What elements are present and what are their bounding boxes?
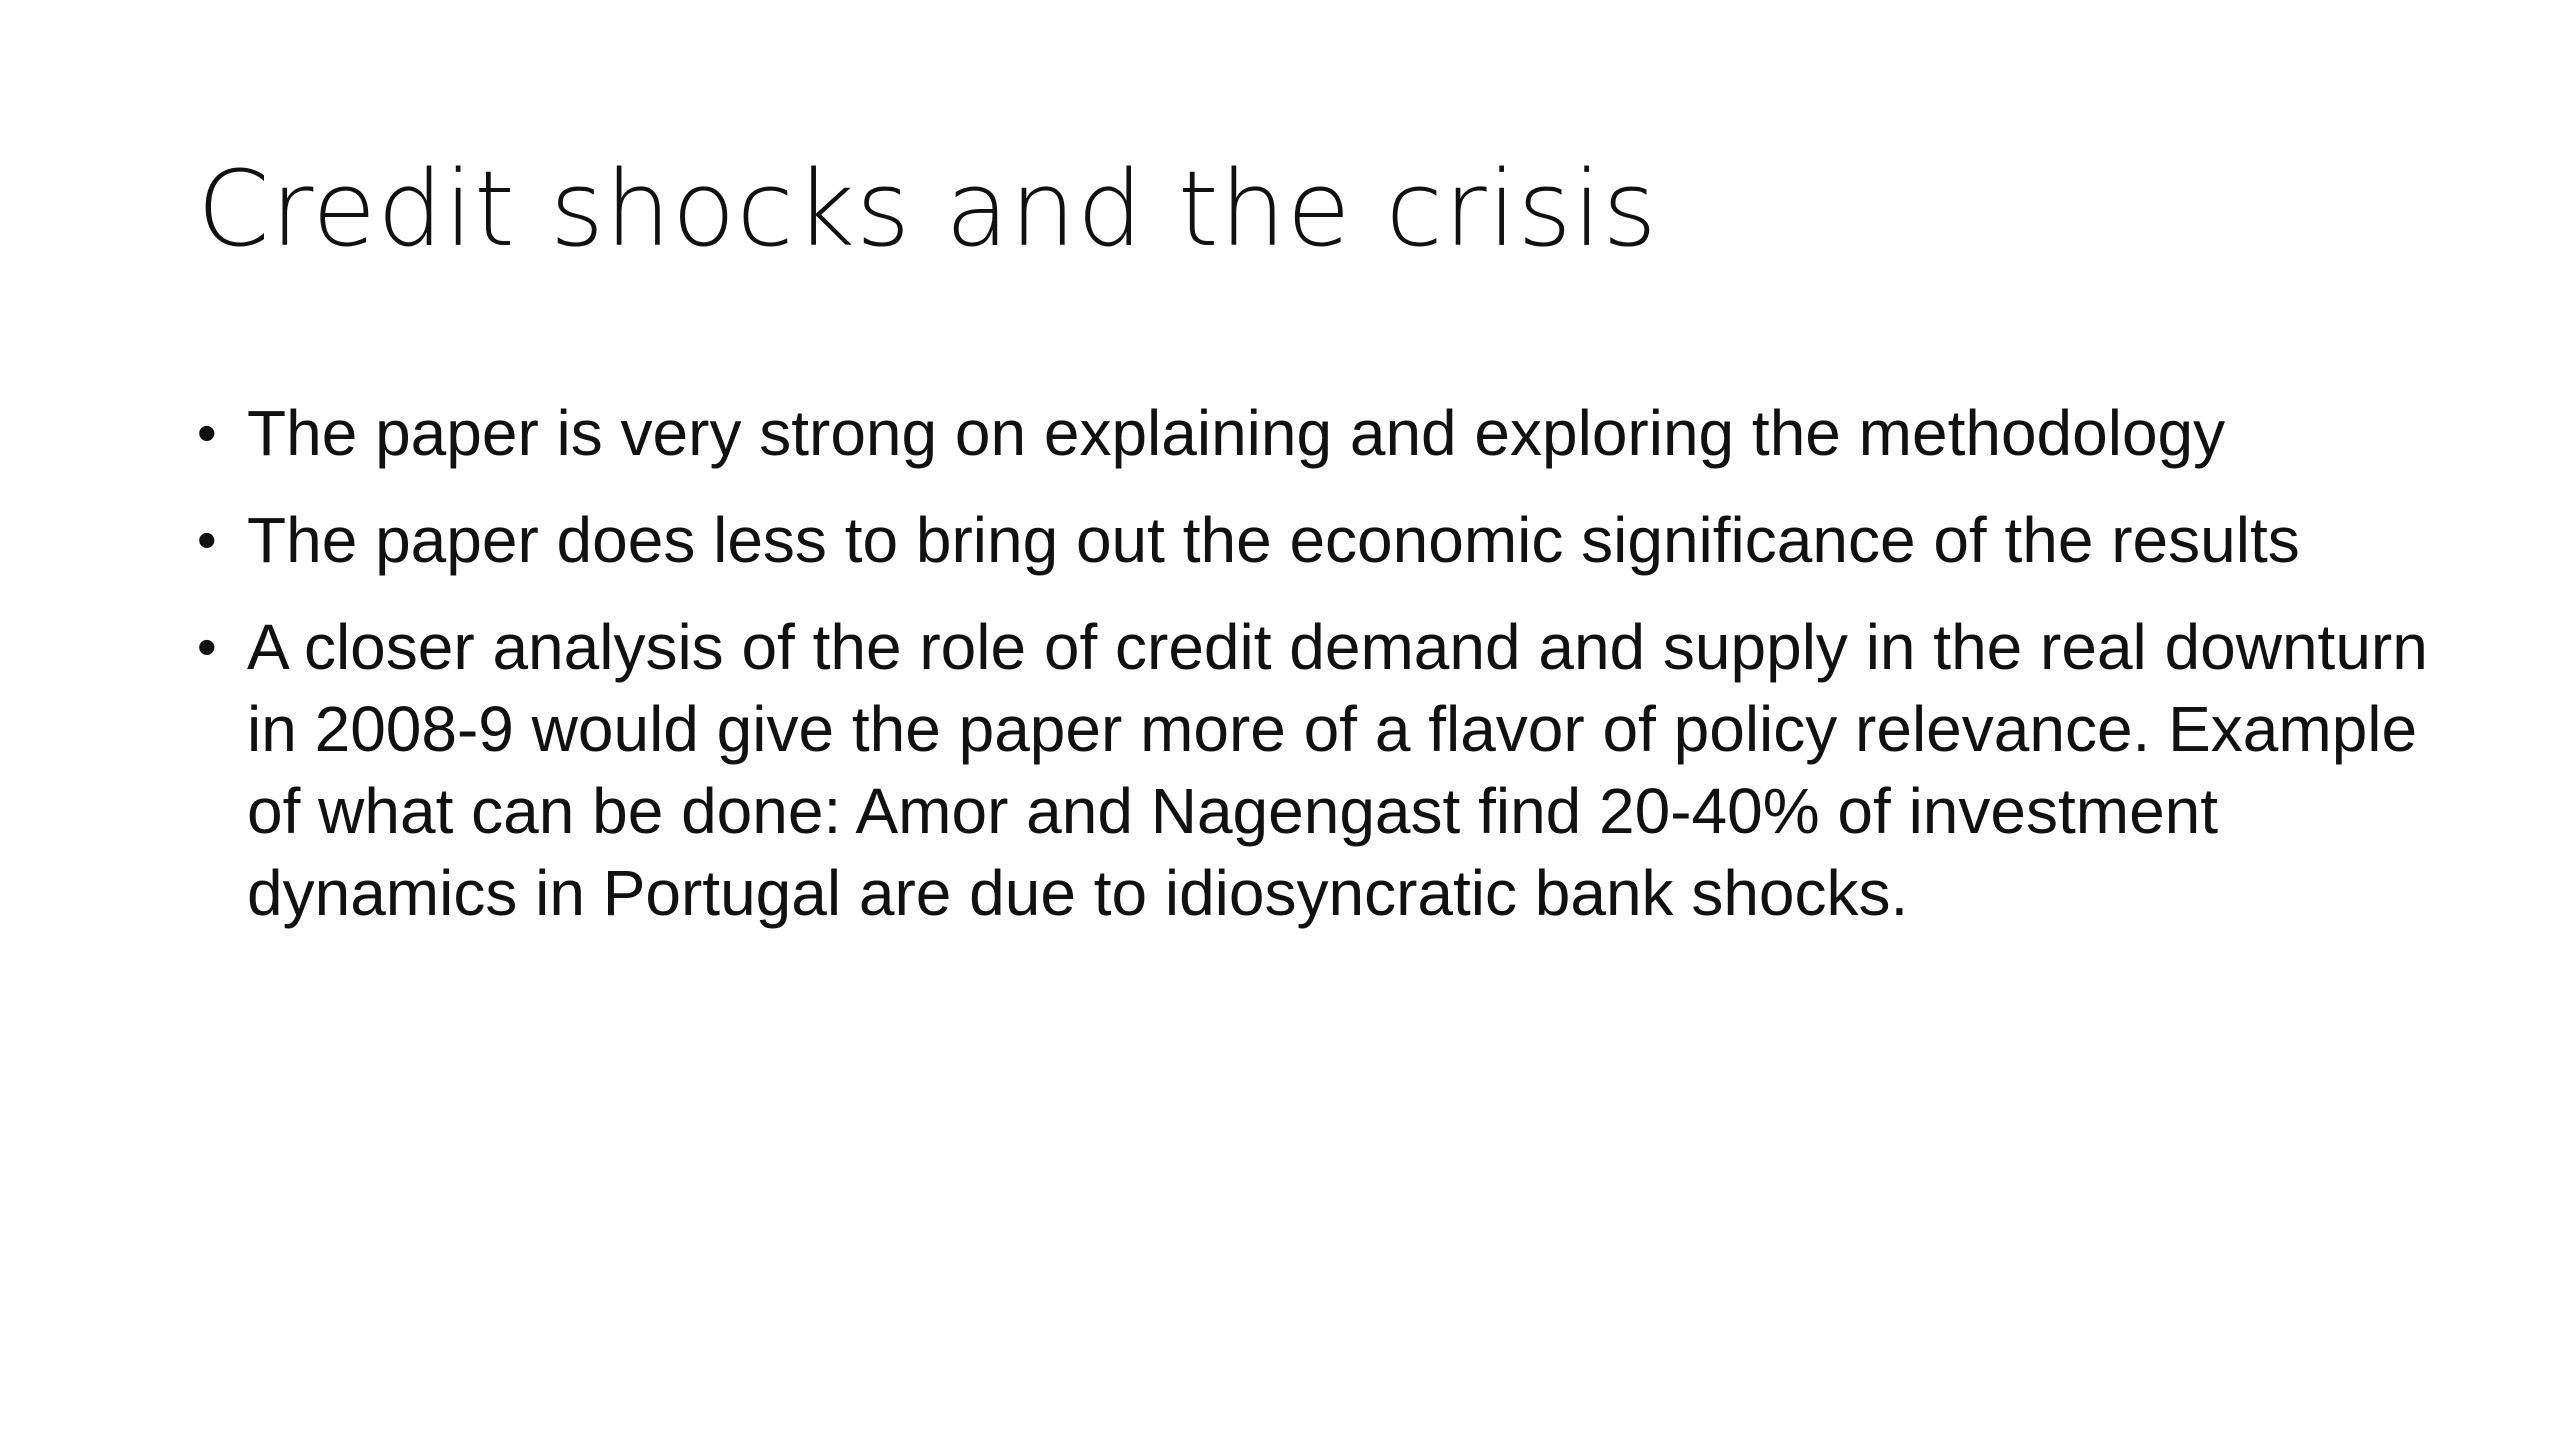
list-item xyxy=(197,392,2437,474)
bullet-text: A closer analysis of the role of credit demand and supply in the real downturn in 2008-9 would give the paper more of a flavor of policy relevance. Example of what can be done: Amor and Nagengast find 20-40% of investment dynamics in Portugal are due to idiosyncratic bank shocks. xyxy=(247,611,2428,929)
list-item xyxy=(197,606,2437,934)
bullet-icon: • xyxy=(197,401,217,464)
slide-title: Credit shocks and the crisis xyxy=(197,148,1658,270)
bullet-text: The paper is very strong on explaining and exploring the methodology xyxy=(247,397,2226,469)
bullet-list xyxy=(197,392,2437,959)
bullet-text: The paper does less to bring out the economic significance of the results xyxy=(247,504,2300,576)
bullet-icon: • xyxy=(197,615,217,678)
list-item xyxy=(197,499,2437,581)
bullet-icon: • xyxy=(197,508,217,571)
